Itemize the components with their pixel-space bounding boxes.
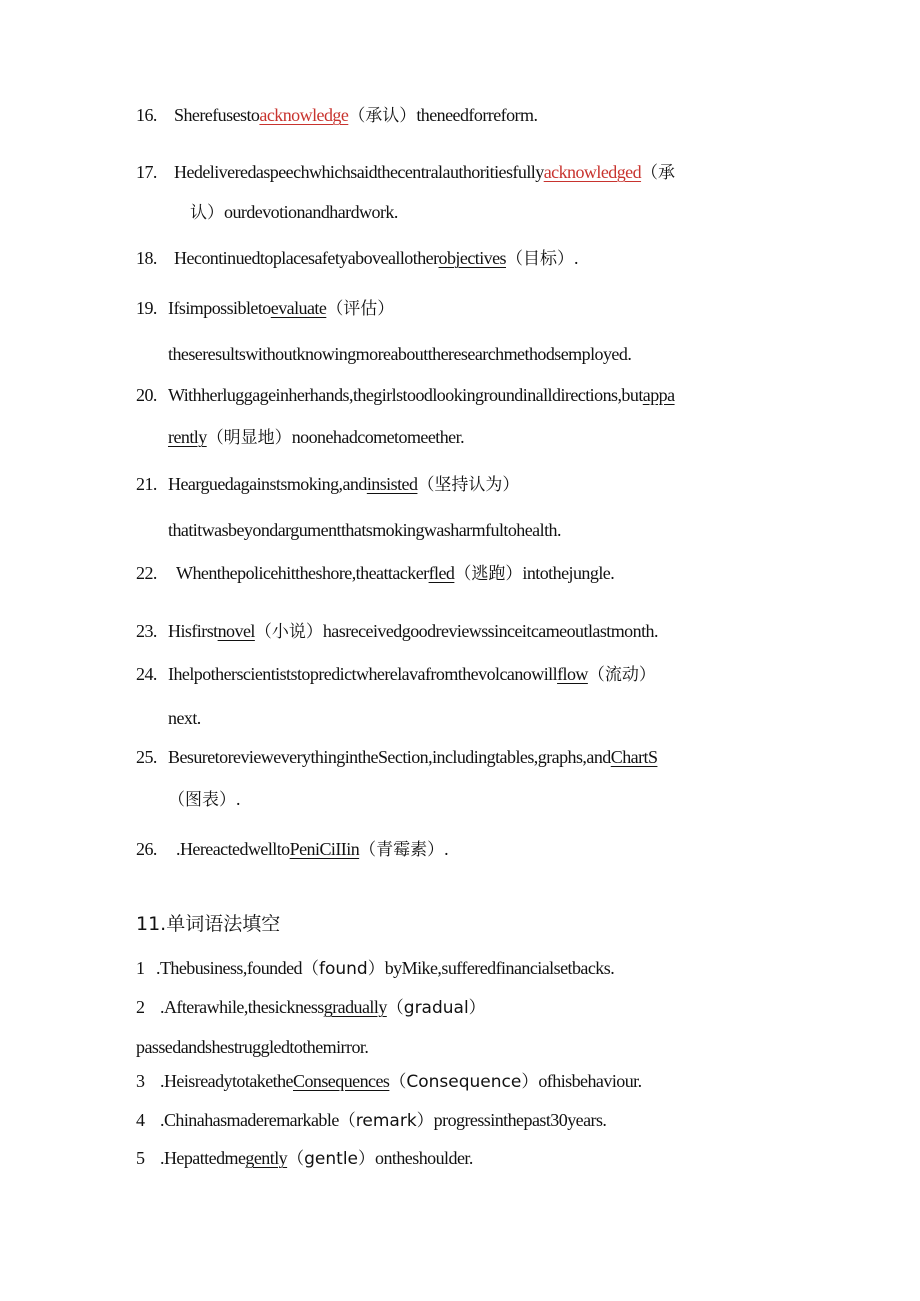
sentence-text: ontheshoulder. bbox=[375, 1148, 473, 1168]
item-number: 4 bbox=[136, 1110, 145, 1130]
item-number: 25. bbox=[136, 747, 157, 767]
answer-word: rently bbox=[168, 427, 207, 447]
item-16 bbox=[136, 103, 537, 128]
sentence-text: Whenthepolicehittheshore,theattacker bbox=[176, 563, 429, 583]
sentence-text: Hisfirst bbox=[168, 621, 218, 641]
item-21-continued bbox=[168, 518, 561, 542]
sentence-text: . bbox=[236, 789, 240, 809]
sentence-text: theneedforreform. bbox=[416, 105, 538, 125]
item-number: 5 bbox=[136, 1148, 145, 1168]
item-number: 22. bbox=[136, 563, 157, 583]
sentence-text: .Thebusiness,founded bbox=[156, 958, 302, 978]
sentence-text: byMike,sufferedfinancialsetbacks. bbox=[384, 958, 615, 978]
item-20-continued bbox=[168, 425, 464, 450]
section-title-text: 11.单词语法填空 bbox=[136, 913, 281, 935]
sentence-text: . bbox=[574, 248, 578, 268]
sentence-text: Withherluggageinherhands,thegirlstoodlookingroundinalldirections,but bbox=[168, 385, 643, 405]
chinese-gloss: （图表） bbox=[168, 790, 236, 810]
sentence-text: next. bbox=[168, 708, 201, 728]
answer-word: objectives bbox=[438, 248, 507, 268]
sentence-text: .Afterawhile,thesickness bbox=[160, 997, 324, 1017]
sentence-text: Hedeliveredaspeechwhichsaidthecentralauthoritiesfully bbox=[174, 162, 544, 182]
item-23 bbox=[136, 619, 658, 644]
item-22 bbox=[136, 561, 614, 586]
word-hint: （remark） bbox=[338, 1111, 434, 1131]
answer-word: insisted bbox=[366, 474, 418, 494]
fill-item-2 bbox=[136, 995, 486, 1020]
item-number: 26. bbox=[136, 839, 157, 859]
item-24-continued bbox=[168, 706, 201, 730]
item-25 bbox=[136, 745, 657, 769]
sentence-text: ourdevotionandhardwork. bbox=[224, 202, 398, 222]
sentence-text: Ifsimpossibleto bbox=[168, 298, 271, 318]
chinese-gloss: （逃跑） bbox=[454, 564, 523, 584]
answer-word: fled bbox=[428, 563, 455, 583]
item-26 bbox=[136, 837, 448, 862]
chinese-gloss: 认） bbox=[190, 203, 224, 223]
sentence-text: . bbox=[444, 839, 449, 859]
chinese-gloss: （青霉素） bbox=[359, 840, 445, 860]
item-25-continued bbox=[168, 787, 240, 812]
answer-word: novel bbox=[217, 621, 255, 641]
sentence-text: Hearguedagainstsmoking,and bbox=[168, 474, 367, 494]
answer-word: PeniCiIIin bbox=[289, 839, 360, 859]
item-number: 16. bbox=[136, 105, 157, 125]
sentence-text: .Heisreadytotakethe bbox=[160, 1071, 293, 1091]
chinese-gloss: （小说） bbox=[254, 622, 323, 642]
answer-word: Consequences bbox=[293, 1071, 390, 1091]
item-number: 19. bbox=[136, 298, 157, 318]
item-24 bbox=[136, 662, 656, 687]
sentence-text: progressinthepast30years. bbox=[433, 1110, 607, 1130]
answer-word: appa bbox=[642, 385, 675, 405]
section-title bbox=[136, 912, 280, 937]
answer-word: acknowledged bbox=[543, 162, 642, 182]
sentence-text: hasreceivedgoodreviewssinceitcameoutlastmonth. bbox=[322, 621, 658, 641]
item-number: 17. bbox=[136, 162, 157, 182]
item-number: 24. bbox=[136, 664, 157, 684]
fill-item-3 bbox=[136, 1069, 642, 1094]
item-19 bbox=[136, 296, 394, 321]
word-hint: （Consequence） bbox=[389, 1072, 539, 1092]
sentence-text: passedandshestruggledtothemirror. bbox=[136, 1037, 369, 1057]
sentence-text: noonehadcometomeether. bbox=[291, 427, 465, 447]
answer-word: acknowledge bbox=[259, 105, 349, 125]
chinese-gloss: （流动） bbox=[587, 665, 656, 685]
item-number: 21. bbox=[136, 474, 157, 494]
sentence-text: Sherefusesto bbox=[174, 105, 260, 125]
chinese-gloss: （承认） bbox=[348, 106, 417, 126]
item-number: 18. bbox=[136, 248, 157, 268]
item-17-continued bbox=[190, 200, 398, 225]
item-17 bbox=[136, 160, 675, 185]
sentence-text: .Hepattedme bbox=[160, 1148, 246, 1168]
answer-word: ChartS bbox=[610, 747, 658, 767]
item-number: 2 bbox=[136, 997, 145, 1017]
fill-item-4 bbox=[136, 1108, 606, 1133]
answer-word: gently bbox=[245, 1148, 288, 1168]
answer-word: evaluate bbox=[270, 298, 327, 318]
item-number: 23. bbox=[136, 621, 157, 641]
sentence-text: .Hereactedwellto bbox=[176, 839, 290, 859]
chinese-gloss: （评估） bbox=[326, 299, 395, 319]
item-19-continued bbox=[168, 342, 631, 366]
chinese-gloss: （坚持认为） bbox=[417, 475, 520, 495]
sentence-text: theseresultswithoutknowingmoreabouttheresearchmethodsemployed. bbox=[168, 344, 632, 364]
item-18 bbox=[136, 246, 578, 271]
chinese-gloss: （明显地） bbox=[206, 428, 292, 448]
item-21 bbox=[136, 472, 519, 497]
word-hint: （gradual） bbox=[386, 998, 486, 1018]
fill-item-5 bbox=[136, 1146, 473, 1171]
answer-word: flow bbox=[557, 664, 588, 684]
sentence-text: BesuretorevieweverythingintheSection,includingtables,graphs,and bbox=[168, 747, 611, 767]
item-number: 20. bbox=[136, 385, 157, 405]
sentence-text: Ihelpotherscientiststopredictwherelavafromthevolcanowill bbox=[168, 664, 558, 684]
word-hint: （gentle） bbox=[287, 1149, 375, 1169]
sentence-text: intothejungle. bbox=[522, 563, 615, 583]
word-hint: （found） bbox=[301, 959, 385, 979]
fill-item-1 bbox=[136, 956, 614, 981]
chinese-gloss: （目标） bbox=[506, 249, 575, 269]
item-number: 3 bbox=[136, 1071, 145, 1091]
sentence-text: Hecontinuedtoplacesafetyaboveallother bbox=[174, 248, 439, 268]
sentence-text: thatitwasbeyondargumentthatsmokingwasharmfultohealth. bbox=[168, 520, 561, 540]
chinese-gloss: （承 bbox=[641, 163, 676, 183]
answer-word: gradually bbox=[323, 997, 387, 1017]
item-number: 1 bbox=[136, 958, 145, 978]
sentence-text: ofhisbehaviour. bbox=[538, 1071, 642, 1091]
item-20 bbox=[136, 383, 675, 407]
fill-item-2-continued bbox=[136, 1035, 368, 1059]
sentence-text: .Chinahasmaderemarkable bbox=[160, 1110, 339, 1130]
